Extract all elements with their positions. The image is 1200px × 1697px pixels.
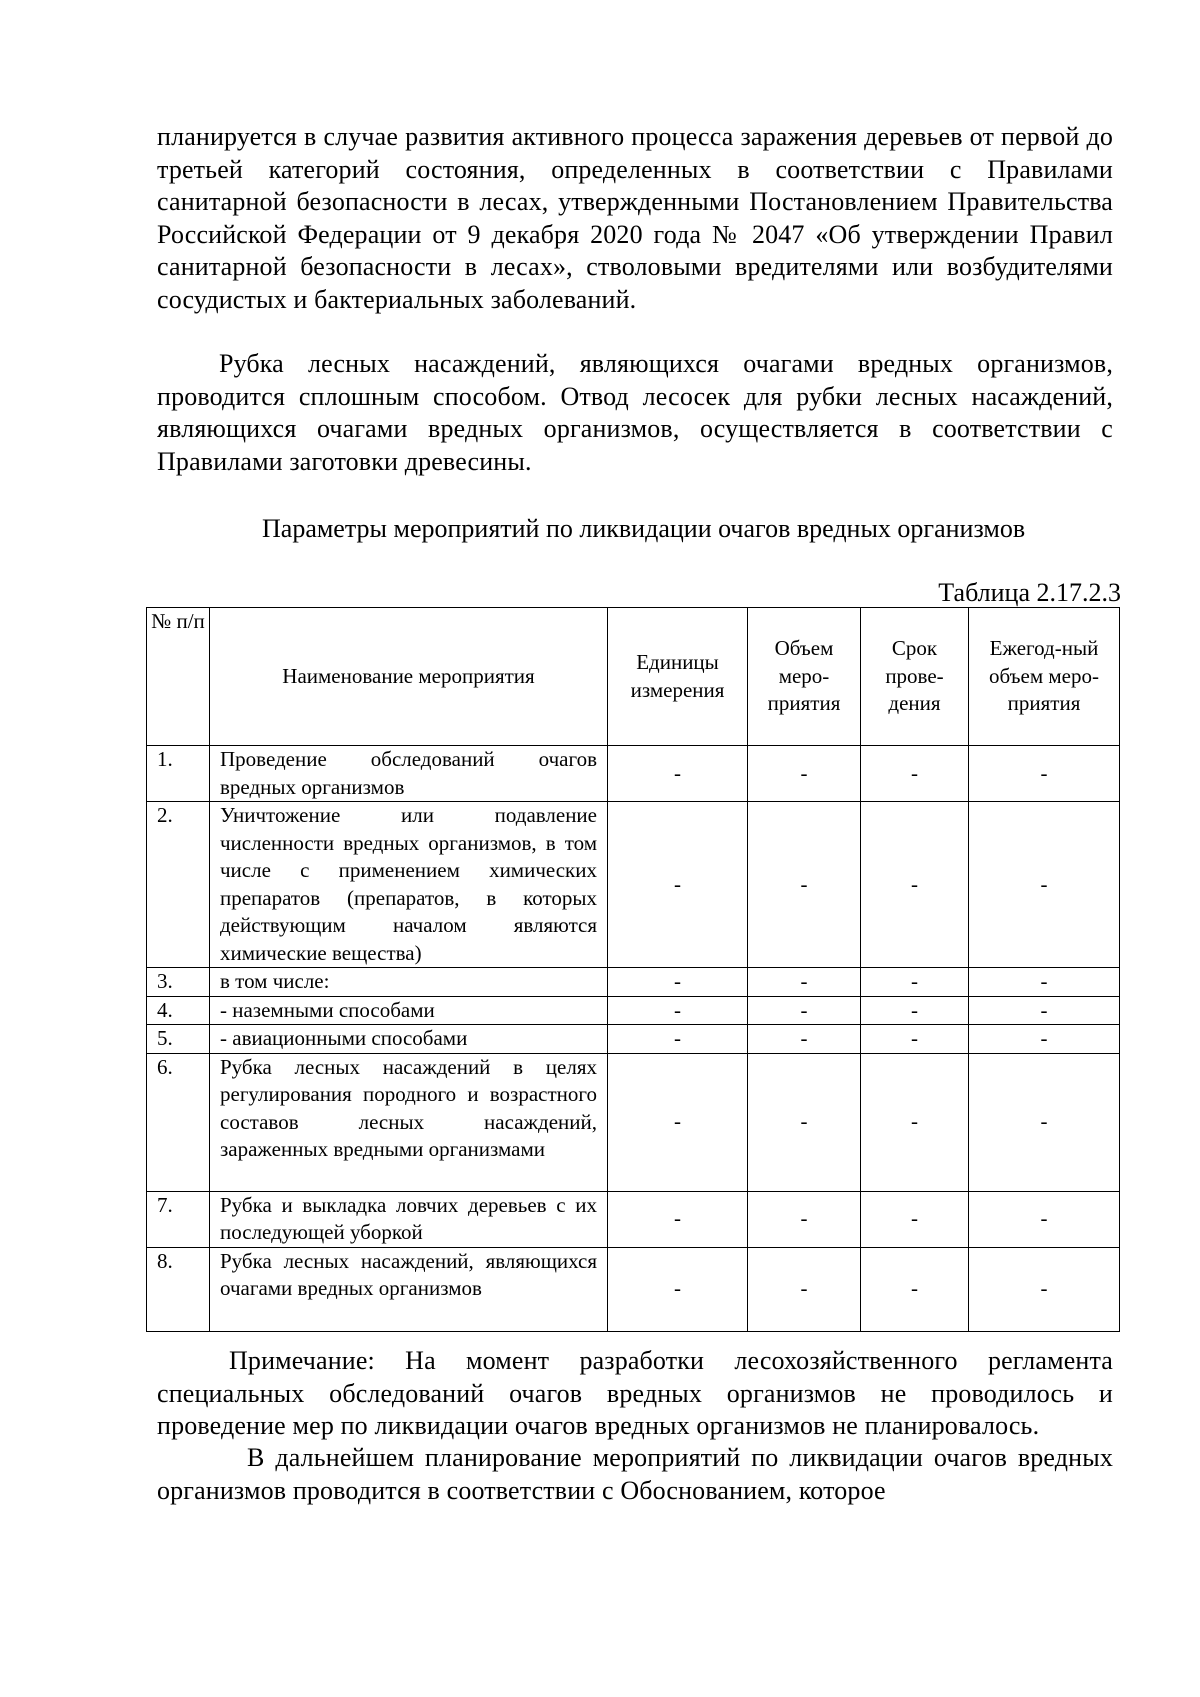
row-volume: - (748, 996, 861, 1025)
row-unit: - (608, 802, 748, 968)
row-num: 5. (147, 1025, 210, 1054)
paragraph-felling-method: Рубка лесных насаждений, являющихся очагами вредных организмов, проводится сплошным способом. Отвод лесосек для рубки лесных насаждений, являющихся очагами вредных организмов, осуществляется в соответствии с Правилами заготовки древесины. (157, 349, 1113, 476)
row-unit: - (608, 746, 748, 802)
row-term: - (861, 802, 969, 968)
measures-table (146, 607, 1120, 1332)
row-volume: - (748, 968, 861, 997)
row-name: Уничтожение или подавление численности вредных организмов, в том числе с применением химических препаратов (препаратов, в которых действующим началом являются химические вещества) (210, 802, 608, 968)
row-annual: - (969, 746, 1120, 802)
row-num: 8. (147, 1247, 210, 1331)
row-volume: - (748, 1247, 861, 1331)
row-annual: - (969, 1053, 1120, 1191)
row-unit: - (608, 968, 748, 997)
row-unit: - (608, 996, 748, 1025)
table-row (147, 1191, 1120, 1247)
row-num: 4. (147, 996, 210, 1025)
row-unit: - (608, 1025, 748, 1054)
row-annual: - (969, 1025, 1120, 1054)
row-name: Рубка и выкладка ловчих деревьев с их последующей уборкой (210, 1191, 608, 1247)
row-term: - (861, 1247, 969, 1331)
row-name: в том числе: (210, 968, 608, 997)
paragraph-note: Примечание: На момент разработки лесохозяйственного регламента специальных обследований очагов вредных организмов не проводилось и проведение мер по ликвидации очагов вредных организмов не планировалось. (157, 1346, 1113, 1440)
row-term: - (861, 968, 969, 997)
row-volume: - (748, 746, 861, 802)
table-row (147, 996, 1120, 1025)
row-name: Рубка лесных насаждений в целях регулирования породного и возрастного составов лесных насаждений, зараженных вредными организмами (210, 1053, 608, 1191)
header-volume: Объем меро-приятия (748, 608, 861, 746)
table-row (147, 746, 1120, 802)
row-name: - авиационными способами (210, 1025, 608, 1054)
row-unit: - (608, 1053, 748, 1191)
table-caption: Параметры мероприятий по ликвидации очагов вредных организмов (262, 514, 1026, 543)
row-name: Рубка лесных насаждений, являющихся очагами вредных организмов (210, 1247, 608, 1331)
row-volume: - (748, 1191, 861, 1247)
table-number: Таблица 2.17.2.3 (938, 578, 1121, 607)
row-annual: - (969, 1247, 1120, 1331)
row-volume: - (748, 1053, 861, 1191)
row-term: - (861, 746, 969, 802)
header-annual: Ежегод-ный объем меро-приятия (969, 608, 1120, 746)
row-num: 1. (147, 746, 210, 802)
row-num: 3. (147, 968, 210, 997)
row-volume: - (748, 802, 861, 968)
row-term: - (861, 1191, 969, 1247)
paragraph-further-planning: В дальнейшем планирование мероприятий по ликвидации очагов вредных организмов проводится в соответствии с Обоснованием, которое (157, 1443, 1113, 1505)
row-unit: - (608, 1247, 748, 1331)
row-name: Проведение обследований очагов вредных организмов (210, 746, 608, 802)
row-annual: - (969, 1191, 1120, 1247)
row-num: 7. (147, 1191, 210, 1247)
row-term: - (861, 1025, 969, 1054)
row-volume: - (748, 1025, 861, 1054)
table-row (147, 968, 1120, 997)
table-header-row (147, 608, 1120, 746)
row-num: 2. (147, 802, 210, 968)
header-term: Срок прове-дения (861, 608, 969, 746)
row-term: - (861, 996, 969, 1025)
row-annual: - (969, 968, 1120, 997)
header-name: Наименование мероприятия (210, 608, 608, 746)
table-row (147, 1053, 1120, 1191)
header-num: № п/п (147, 608, 210, 746)
row-annual: - (969, 802, 1120, 968)
row-name: - наземными способами (210, 996, 608, 1025)
table-row (147, 802, 1120, 968)
table-row (147, 1025, 1120, 1054)
row-num: 6. (147, 1053, 210, 1191)
row-annual: - (969, 996, 1120, 1025)
row-unit: - (608, 1191, 748, 1247)
table-row (147, 1247, 1120, 1331)
row-term: - (861, 1053, 969, 1191)
paragraph-intro: планируется в случае развития активного процесса заражения деревьев от первой до третьей категорий состояния, определенных в соответствии с Правилами санитарной безопасности в лесах, утвержденными Постановлением Правительства Российской Федерации от 9 декабря 2020 года № 2047 «Об утверждении Правил санитарной безопасности в лесах», стволовыми вредителями или возбудителями сосудистых и бактериальных заболеваний. (157, 122, 1113, 314)
header-unit: Единицы измерения (608, 608, 748, 746)
